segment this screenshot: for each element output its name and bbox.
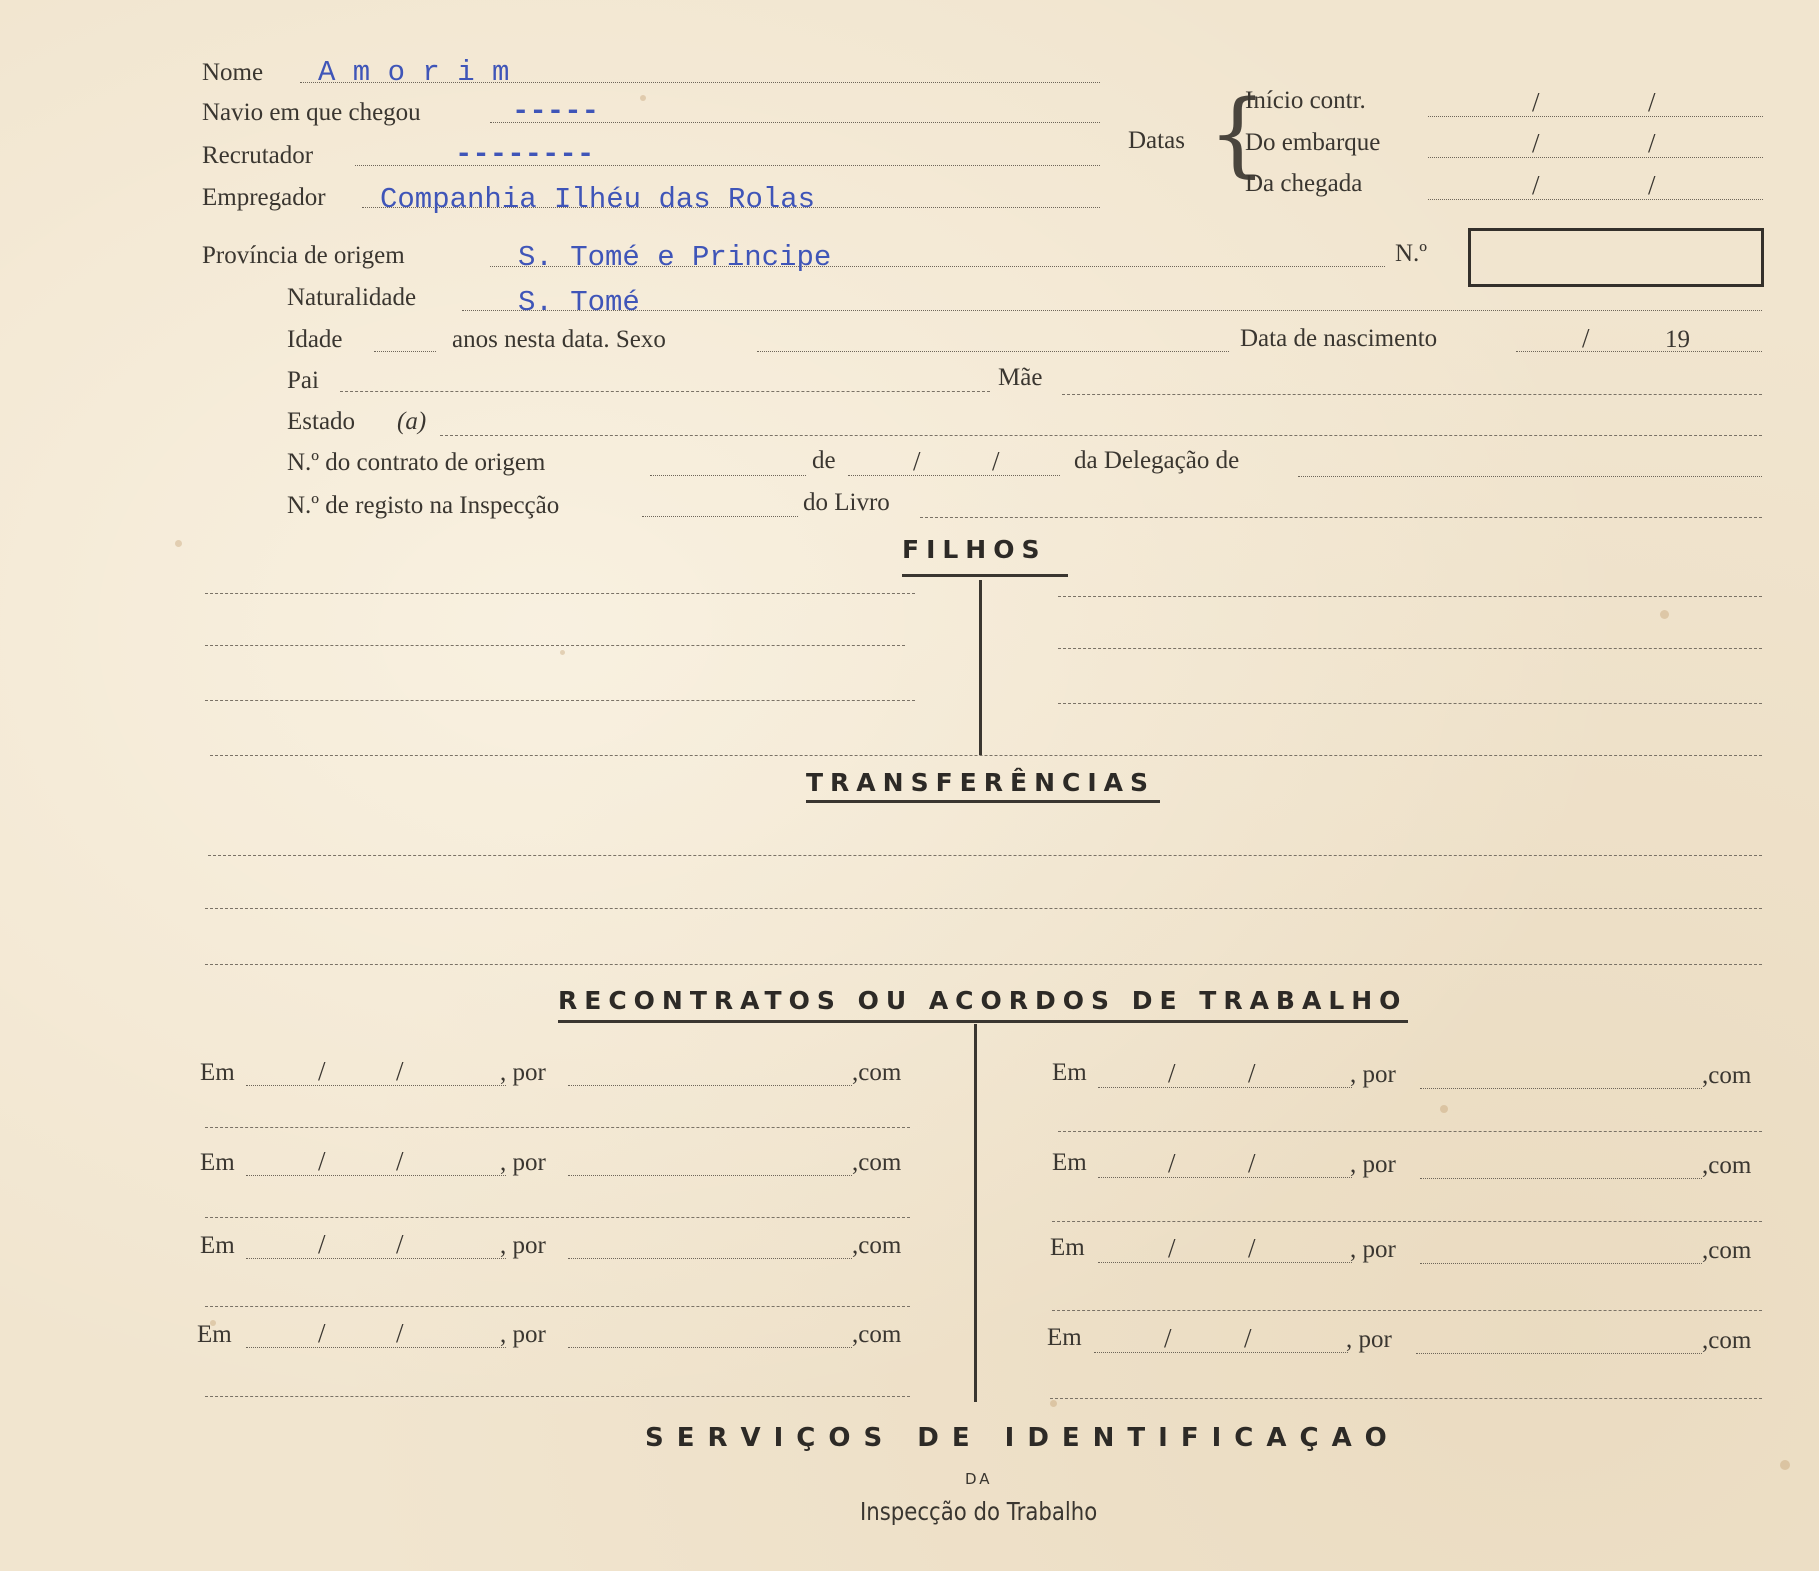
por-label: , por: [1350, 1236, 1396, 1263]
date-slash: /: [1248, 1233, 1256, 1263]
provincia-value: S. Tomé e Principe: [518, 241, 832, 274]
estado-mark: (a): [397, 408, 427, 435]
livro-line: [920, 517, 1762, 518]
com-label: ,com: [1702, 1062, 1752, 1089]
paper-stain: [1780, 1460, 1790, 1470]
por-line: [1420, 1178, 1702, 1179]
date-line: [246, 1175, 506, 1176]
empregador-value: Companhia Ilhéu das Rolas: [380, 183, 816, 216]
paper-stain: [1050, 1400, 1057, 1407]
paper-stain: [560, 650, 565, 655]
naturalidade-label: Naturalidade: [287, 284, 417, 311]
por-label: , por: [500, 1321, 546, 1348]
por-line: [1420, 1088, 1702, 1089]
contrato-de: de: [812, 447, 836, 474]
date-slash: /: [1248, 1148, 1256, 1178]
paper-stain: [1440, 1105, 1448, 1113]
date-line: [1098, 1177, 1352, 1178]
naturalidade-value: S. Tomé: [518, 286, 640, 319]
com-label: ,com: [1702, 1237, 1752, 1264]
footer-da: DA: [965, 1470, 993, 1488]
mae-label: Mãe: [998, 364, 1043, 391]
idade-label: Idade: [287, 326, 343, 353]
com-label: ,com: [1702, 1327, 1752, 1354]
por-label: , por: [500, 1149, 546, 1176]
date-slash: /: [396, 1146, 404, 1176]
em-label: Em: [200, 1149, 235, 1176]
com-label: ,com: [852, 1149, 902, 1176]
filhos-line: [205, 700, 915, 701]
date-slash: /: [992, 446, 1000, 476]
date-line: [246, 1347, 506, 1348]
filhos-heading: FILHOS: [902, 535, 1047, 564]
por-line: [1420, 1263, 1702, 1264]
date-slash: /: [1648, 87, 1656, 117]
date-slash: /: [1168, 1148, 1176, 1178]
em-label: Em: [1052, 1059, 1087, 1086]
em-label: Em: [200, 1232, 235, 1259]
paper-stain: [640, 95, 646, 101]
com-label: ,com: [852, 1232, 902, 1259]
em-label: Em: [1050, 1234, 1085, 1261]
filhos-line: [1058, 703, 1762, 704]
transferencias-line: [205, 908, 1762, 909]
navio-label: Navio em que chegou: [202, 99, 421, 126]
date-slash: /: [318, 1318, 326, 1348]
em-label: Em: [1052, 1149, 1087, 1176]
paper-stain: [1660, 610, 1669, 619]
provincia-label: Província de origem: [202, 242, 405, 269]
nascimento-label: Data de nascimento: [1240, 325, 1438, 352]
transferencias-heading: TRANSFERÊNCIAS: [806, 768, 1155, 797]
por-label: , por: [1350, 1061, 1396, 1088]
filhos-line: [1058, 596, 1762, 597]
registo-line: [642, 516, 798, 517]
por-label: , por: [500, 1059, 546, 1086]
date-slash: /: [396, 1318, 404, 1348]
recontratos-heading: RECONTRATOS OU ACORDOS DE TRABALHO: [558, 986, 1408, 1015]
footer-inspeccao: Inspecção do Trabalho: [860, 1497, 1098, 1526]
empregador-label: Empregador: [202, 184, 326, 211]
anos-label: anos nesta data. Sexo: [452, 326, 666, 353]
date-slash: /: [1248, 1058, 1256, 1088]
por-line: [568, 1175, 852, 1176]
pai-line: [340, 391, 990, 392]
contrato-label: N.º do contrato de origem: [287, 449, 546, 476]
datas-brace: {: [1208, 80, 1267, 187]
com-line: [205, 1127, 910, 1128]
idade-line: [374, 351, 436, 352]
date-line: [246, 1085, 506, 1086]
date-slash: /: [396, 1056, 404, 1086]
recontratos-underline: [558, 1020, 1408, 1023]
date-slash: /: [1648, 128, 1656, 158]
contrato-line: [650, 475, 806, 476]
numero-box: [1468, 228, 1764, 287]
filhos-line: [205, 645, 905, 646]
embarque-label: Do embarque: [1245, 129, 1381, 156]
com-label: ,com: [852, 1059, 902, 1086]
date-slash: /: [1532, 170, 1540, 200]
date-line: [1098, 1262, 1352, 1263]
date-slash: /: [1168, 1058, 1176, 1088]
mae-line: [1062, 394, 1762, 395]
estado-label: Estado: [287, 408, 356, 435]
date-slash: /: [318, 1229, 326, 1259]
filhos-line: [1058, 648, 1762, 649]
date-slash: /: [318, 1056, 326, 1086]
com-line: [205, 1306, 910, 1307]
date-slash: /: [1582, 323, 1590, 353]
date-slash: /: [318, 1146, 326, 1176]
com-line: [1058, 1131, 1762, 1132]
date-slash: /: [1168, 1233, 1176, 1263]
recrutador-value: --------: [455, 138, 595, 171]
pai-label: Pai: [287, 367, 319, 394]
date-slash: /: [396, 1229, 404, 1259]
filhos-line: [205, 593, 915, 594]
date-slash: /: [1244, 1323, 1252, 1353]
por-line: [568, 1085, 852, 1086]
date-slash: /: [913, 446, 921, 476]
com-label: ,com: [1702, 1152, 1752, 1179]
delegacao-label: da Delegação de: [1074, 447, 1240, 474]
transferencias-line: [205, 964, 1762, 965]
transferencias-underline: [806, 800, 1160, 803]
paper-stain: [175, 540, 182, 547]
com-line: [1052, 1310, 1762, 1311]
date-slash: /: [1532, 128, 1540, 158]
filhos-line: [210, 755, 1762, 756]
naturalidade-line: [462, 310, 1762, 311]
com-line: [1052, 1221, 1762, 1222]
inicio-line: [1428, 116, 1763, 117]
por-line: [568, 1258, 852, 1259]
date-slash: /: [1648, 170, 1656, 200]
contrato-date-line: [848, 475, 1060, 476]
numero-label: N.º: [1395, 240, 1428, 267]
navio-value: -----: [512, 95, 600, 128]
filhos-divider: [979, 580, 982, 755]
date-line: [1098, 1087, 1352, 1088]
por-line: [1416, 1353, 1702, 1354]
por-label: , por: [500, 1232, 546, 1259]
com-line: [1050, 1398, 1762, 1399]
livro-label: do Livro: [803, 489, 890, 516]
em-label: Em: [197, 1321, 232, 1348]
chegada-label: Da chegada: [1245, 170, 1363, 197]
filhos-underline: [902, 574, 1068, 577]
transferencias-line: [208, 855, 1762, 856]
date-line: [246, 1258, 506, 1259]
recrutador-label: Recrutador: [202, 142, 314, 169]
date-slash: /: [1164, 1323, 1172, 1353]
delegacao-line: [1298, 476, 1762, 477]
em-label: Em: [1047, 1324, 1082, 1351]
inicio-label: Início contr.: [1245, 87, 1366, 114]
registo-label: N.º de registo na Inspecção: [287, 492, 560, 519]
com-label: ,com: [852, 1321, 902, 1348]
sexo-line: [757, 351, 1229, 352]
nascimento-line: [1516, 351, 1762, 352]
recontratos-divider: [974, 1024, 977, 1402]
estado-line: [440, 435, 1762, 436]
com-line: [205, 1217, 910, 1218]
embarque-line: [1428, 157, 1763, 158]
por-label: , por: [1346, 1326, 1392, 1353]
date-line: [1094, 1352, 1348, 1353]
nascimento-year: 19: [1665, 326, 1690, 353]
datas-label: Datas: [1128, 127, 1185, 154]
nome-label: Nome: [202, 59, 264, 86]
nome-value: A m o r i m: [318, 56, 510, 89]
por-line: [568, 1347, 852, 1348]
chegada-line: [1428, 199, 1763, 200]
em-label: Em: [200, 1059, 235, 1086]
date-slash: /: [1532, 87, 1540, 117]
por-label: , por: [1350, 1151, 1396, 1178]
footer-servicos: SERVIÇOS DE IDENTIFICAÇAO: [645, 1423, 1400, 1453]
com-line: [205, 1396, 910, 1397]
